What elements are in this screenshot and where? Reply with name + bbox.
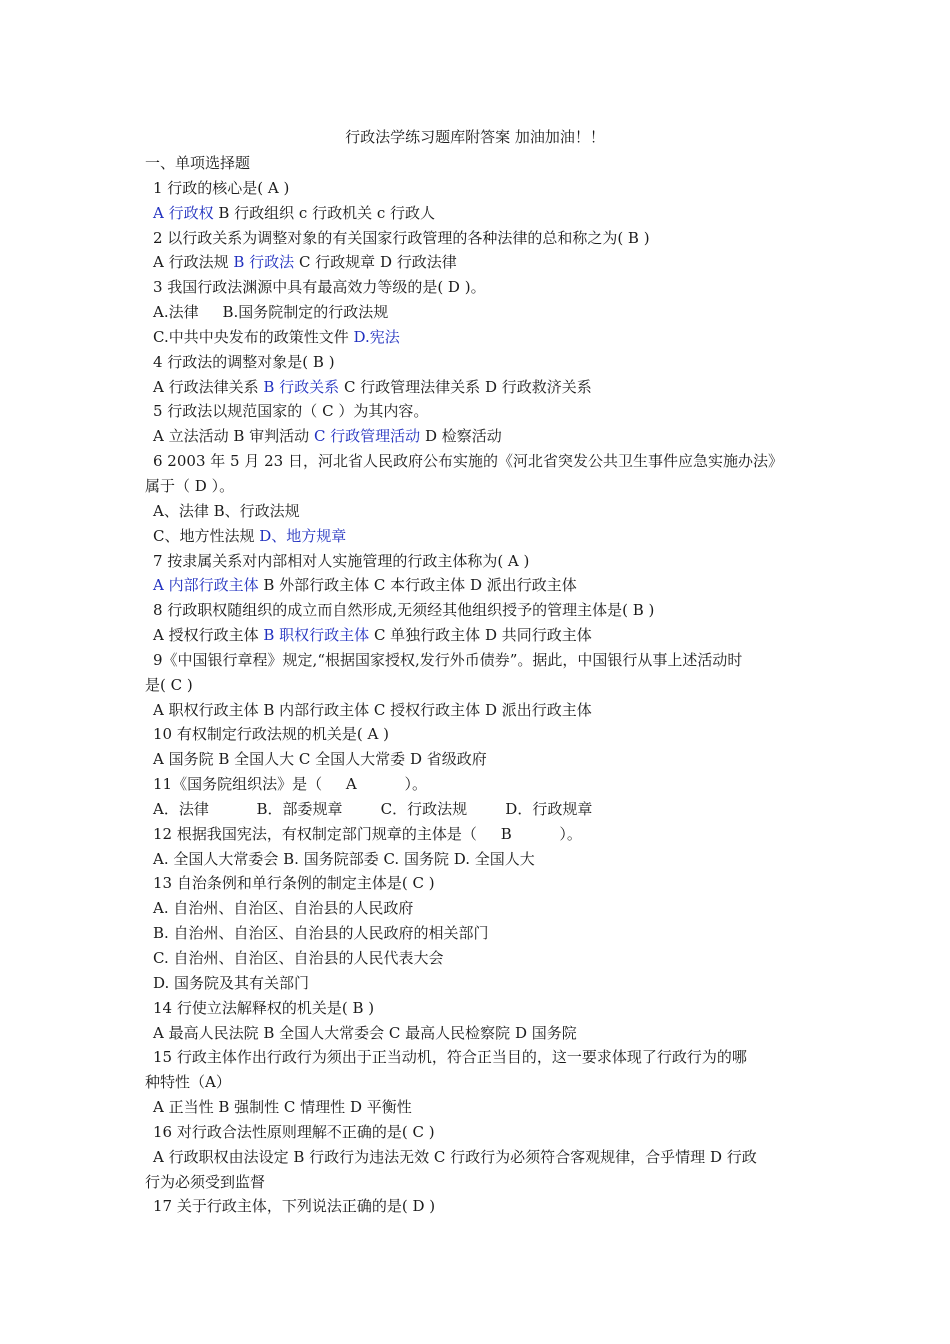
document-line [145, 1194, 815, 1219]
document-line [145, 1145, 815, 1170]
line-text: A 行政法规 [153, 253, 234, 272]
document-line [145, 300, 815, 325]
document-line [145, 375, 815, 400]
document-line [145, 772, 815, 797]
line-text: 6 2003 年 5 月 23 日，河北省人民政府公布实施的《河北省突发公共卫生事件应急实施办法》 [153, 452, 783, 471]
line-text: 10 有权制定行政法规的机关是( A ) [153, 725, 389, 744]
answer-option-highlight: B 行政法 [233, 253, 295, 272]
document-line [145, 996, 815, 1021]
document-line [145, 250, 815, 275]
answer-option-highlight: D.宪法 [353, 327, 400, 346]
document-line [145, 350, 815, 375]
line-text: 是( C ) [145, 675, 193, 694]
document-line [145, 424, 815, 449]
line-text: 12 根据我国宪法，有权制定部门规章的主体是（ B ）。 [153, 824, 582, 843]
document-line [145, 573, 815, 598]
line-text: 8 行政职权随组织的成立而自然形成,无须经其他组织授予的管理主体是( B ) [153, 601, 655, 620]
document-line [145, 747, 815, 772]
answer-option-highlight: B 行政关系 [263, 377, 340, 396]
line-text: 4 行政法的调整对象是( B ) [153, 352, 335, 371]
line-text: 属于（ D ）。 [145, 476, 235, 495]
document-line [145, 971, 815, 996]
line-text: C 行政管理法律关系 D 行政救济关系 [339, 377, 592, 396]
document-line [145, 275, 815, 300]
line-text: A 国务院 B 全国人大 C 全国人大常委 D 省级政府 [153, 750, 487, 769]
line-text: A 正当性 B 强制性 C 情理性 D 平衡性 [153, 1098, 412, 1117]
document-line [145, 847, 815, 872]
document-line [145, 822, 815, 847]
line-text: B 行政组织 c 行政机关 c 行政人 [213, 203, 436, 222]
line-text: C. 自治州、自治区、自治县的人民代表大会 [153, 949, 444, 967]
line-text: 17 关于行政主体，下列说法正确的是( D ) [153, 1197, 436, 1216]
line-text: 7 按隶属关系对内部相对人实施管理的行政主体称为( A ) [153, 551, 530, 570]
document-title: 行政法学练习题库附答案 加油加油！！ [345, 128, 605, 146]
line-text: A 行政职权由法设定 B 行政行为违法无效 C 行政行为必须符合客观规律，合乎情理 D 行政 [153, 1147, 757, 1166]
document-line [145, 946, 815, 971]
document-line [145, 698, 815, 723]
answer-option-highlight: D、地方规章 [259, 526, 347, 545]
line-text: A 行政法律关系 [153, 377, 264, 396]
answer-option-highlight: A 内部行政主体 [153, 576, 259, 595]
line-text: D. 国务院及其有关部门 [153, 973, 310, 992]
line-text: 2 以行政关系为调整对象的有关国家行政管理的各种法律的总和称之为( B ) [153, 228, 650, 247]
document-line [145, 598, 815, 623]
line-text: 1 行政的核心是( A ) [153, 178, 290, 197]
line-text: 9《中国银行章程》规定,“根据国家授权,发行外币债券”。据此，中国银行从事上述活动时 [153, 650, 743, 669]
line-text: A 立法活动 B 审判活动 [153, 427, 314, 446]
question-list [145, 151, 815, 1219]
line-text: C 行政规章 D 行政法律 [294, 253, 457, 272]
document-line [145, 399, 815, 424]
line-text: A 最高人民法院 B 全国人大常委会 C 最高人民检察院 D 国务院 [153, 1023, 577, 1042]
document-line [145, 499, 815, 524]
line-text: C.中共中央发布的政策性文件 [153, 327, 354, 346]
line-text: 16 对行政合法性原则理解不正确的是( C ) [153, 1122, 435, 1141]
document-line [145, 896, 815, 921]
document-line [145, 176, 815, 201]
document-line [145, 673, 815, 698]
line-text: 13 自治条例和单行条例的制定主体是( C ) [153, 874, 435, 893]
line-text: 3 我国行政法渊源中具有最高效力等级的是( D )。 [153, 278, 486, 297]
answer-option-highlight: C 行政管理活动 [313, 427, 421, 446]
line-text: A 授权行政主体 [153, 626, 264, 645]
document-line [145, 226, 815, 251]
line-text: 14 行使立法解释权的机关是( B ) [153, 998, 375, 1017]
line-text: 15 行政主体作出行政行为须出于正当动机，符合正当目的，这一要求体现了行政行为的哪 [153, 1048, 747, 1067]
document-line [145, 1120, 815, 1145]
line-text: D 检察活动 [420, 427, 502, 446]
document-line [145, 722, 815, 747]
answer-option-highlight: B 职权行政主体 [263, 626, 370, 645]
document-line [145, 449, 815, 474]
document-line [145, 1070, 815, 1095]
line-text: B 外部行政主体 C 本行政主体 D 派出行政主体 [258, 576, 577, 595]
document-line [145, 623, 815, 648]
answer-option-highlight: A 行政权 [153, 203, 214, 222]
line-text: 11《国务院组织法》是（ A ）。 [153, 775, 427, 794]
document-line [145, 871, 815, 896]
line-text: 行为必须受到监督 [145, 1172, 266, 1191]
line-text: 5 行政法以规范国家的（ C ）为其内容。 [153, 402, 429, 421]
line-text: A. 全国人大常委会 B. 国务院部委 C. 国务院 D. 全国人大 [153, 849, 535, 868]
line-text: A. 自治州、自治区、自治县的人民政府 [153, 899, 414, 918]
document-line [145, 1095, 815, 1120]
document-line [145, 201, 815, 226]
document-line [145, 648, 815, 673]
line-text: A.法律 B.国务院制定的行政法规 [153, 303, 389, 322]
line-text: A、法律 B、行政法规 [153, 501, 300, 520]
document-line [145, 921, 815, 946]
document-line [145, 325, 815, 350]
document-line [145, 1170, 815, 1195]
line-text: A 职权行政主体 B 内部行政主体 C 授权行政主体 D 派出行政主体 [153, 700, 592, 719]
section-heading: 一、单项选择题 [145, 154, 251, 172]
document-line [145, 797, 815, 822]
line-text: C、地方性法规 [153, 526, 260, 545]
line-text: A．法律 B．部委规章 C．行政法规 D．行政规章 [153, 799, 593, 818]
document-line [145, 524, 815, 549]
document-line [145, 474, 815, 499]
line-text: C 单独行政主体 D 共同行政主体 [369, 626, 592, 645]
document-line [145, 549, 815, 574]
line-text: 种特性（A） [145, 1073, 231, 1092]
document-line [145, 1045, 815, 1070]
line-text: B. 自治州、自治区、自治县的人民政府的相关部门 [153, 924, 489, 943]
document-line [145, 1021, 815, 1046]
